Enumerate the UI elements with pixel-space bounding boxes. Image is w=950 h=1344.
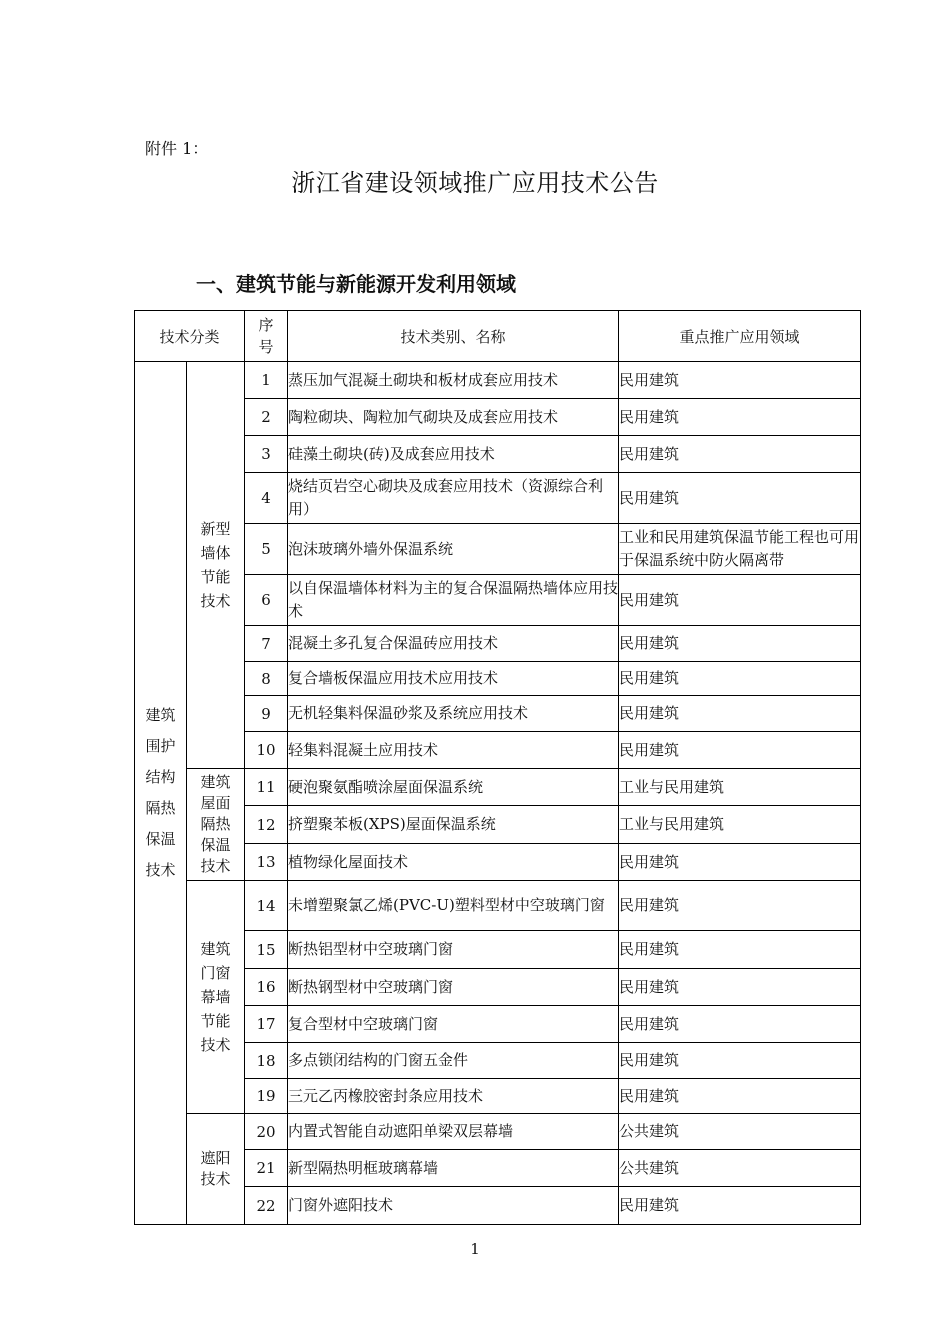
header-category: 技术分类	[135, 311, 245, 362]
row-number: 14	[245, 881, 288, 931]
row-name: 断热铝型材中空玻璃门窗	[288, 931, 619, 969]
row-number: 13	[245, 844, 288, 881]
header-field: 重点推广应用领域	[619, 311, 861, 362]
row-name: 多点锁闭结构的门窗五金件	[288, 1043, 619, 1079]
row-name: 门窗外遮阳技术	[288, 1187, 619, 1225]
row-field: 民用建筑	[619, 436, 861, 473]
row-field: 民用建筑	[619, 362, 861, 399]
row-field: 民用建筑	[619, 844, 861, 881]
table-row	[135, 362, 861, 399]
row-field: 民用建筑	[619, 1079, 861, 1114]
row-number: 2	[245, 399, 288, 436]
row-field: 民用建筑	[619, 1043, 861, 1079]
row-name: 泡沫玻璃外墙外保温系统	[288, 524, 619, 575]
row-number: 15	[245, 931, 288, 969]
row-field: 民用建筑	[619, 931, 861, 969]
row-number: 17	[245, 1006, 288, 1043]
row-name: 未增塑聚氯乙烯(PVC-U)塑料型材中空玻璃门窗	[288, 881, 619, 931]
row-name: 陶粒砌块、陶粒加气砌块及成套应用技术	[288, 399, 619, 436]
row-name: 复合型材中空玻璃门窗	[288, 1006, 619, 1043]
subcategory-shading: 遮阳 技术	[187, 1114, 245, 1225]
row-name: 轻集料混凝土应用技术	[288, 732, 619, 769]
document-title: 浙江省建设领域推广应用技术公告	[291, 169, 659, 197]
row-field: 民用建筑	[619, 1187, 861, 1225]
row-number: 1	[245, 362, 288, 399]
header-name: 技术类别、名称	[288, 311, 619, 362]
section-title: 一、建筑节能与新能源开发利用领域	[196, 272, 516, 296]
row-name: 硅藻土砌块(砖)及成套应用技术	[288, 436, 619, 473]
row-field: 工业与民用建筑	[619, 769, 861, 806]
row-number: 4	[245, 473, 288, 524]
technology-table	[134, 310, 861, 1225]
row-name: 无机轻集料保温砂浆及系统应用技术	[288, 696, 619, 732]
row-name: 植物绿化屋面技术	[288, 844, 619, 881]
row-number: 8	[245, 662, 288, 696]
subcategory-roof: 建筑 屋面 隔热 保温 技术	[187, 769, 245, 881]
row-name: 复合墙板保温应用技术应用技术	[288, 662, 619, 696]
row-field: 公共建筑	[619, 1150, 861, 1187]
row-number: 16	[245, 969, 288, 1006]
page-number: 1	[470, 1240, 480, 1258]
row-field: 民用建筑	[619, 969, 861, 1006]
row-name: 以自保温墙体材料为主的复合保温隔热墙体应用技术	[288, 575, 619, 626]
row-field: 民用建筑	[619, 575, 861, 626]
row-name: 内置式智能自动遮阳单梁双层幕墙	[288, 1114, 619, 1150]
row-number: 12	[245, 806, 288, 844]
row-number: 9	[245, 696, 288, 732]
table-row	[135, 1114, 861, 1150]
row-number: 11	[245, 769, 288, 806]
row-field: 民用建筑	[619, 662, 861, 696]
row-number: 3	[245, 436, 288, 473]
row-field: 民用建筑	[619, 881, 861, 931]
row-field: 工业与民用建筑	[619, 806, 861, 844]
row-name: 蒸压加气混凝土砌块和板材成套应用技术	[288, 362, 619, 399]
header-number: 序 号	[245, 311, 288, 362]
row-field: 民用建筑	[619, 696, 861, 732]
row-field: 民用建筑	[619, 399, 861, 436]
table-header-row	[135, 311, 861, 362]
attachment-label: 附件 1：	[145, 139, 209, 158]
row-number: 18	[245, 1043, 288, 1079]
row-number: 21	[245, 1150, 288, 1187]
row-field: 公共建筑	[619, 1114, 861, 1150]
row-name: 新型隔热明框玻璃幕墙	[288, 1150, 619, 1187]
subcategory-door-window: 建筑 门窗 幕墙 节能 技术	[187, 881, 245, 1114]
top-category-cell: 建筑 围护 结构 隔热 保温 技术	[135, 362, 187, 1225]
table-row	[135, 881, 861, 931]
row-number: 7	[245, 626, 288, 662]
row-number: 5	[245, 524, 288, 575]
row-number: 10	[245, 732, 288, 769]
row-number: 6	[245, 575, 288, 626]
row-name: 混凝土多孔复合保温砖应用技术	[288, 626, 619, 662]
row-name: 烧结页岩空心砌块及成套应用技术（资源综合利用）	[288, 473, 619, 524]
row-number: 20	[245, 1114, 288, 1150]
row-name: 断热钢型材中空玻璃门窗	[288, 969, 619, 1006]
row-field: 民用建筑	[619, 626, 861, 662]
subcategory-wall: 新型 墙体 节能 技术	[187, 362, 245, 769]
row-field: 民用建筑	[619, 473, 861, 524]
row-number: 22	[245, 1187, 288, 1225]
row-name: 硬泡聚氨酯喷涂屋面保温系统	[288, 769, 619, 806]
row-field: 民用建筑	[619, 732, 861, 769]
row-field: 工业和民用建筑保温节能工程也可用于保温系统中防火隔离带	[619, 524, 861, 575]
table-row	[135, 769, 861, 806]
row-field: 民用建筑	[619, 1006, 861, 1043]
row-name: 三元乙丙橡胶密封条应用技术	[288, 1079, 619, 1114]
row-name: 挤塑聚苯板(XPS)屋面保温系统	[288, 806, 619, 844]
row-number: 19	[245, 1079, 288, 1114]
